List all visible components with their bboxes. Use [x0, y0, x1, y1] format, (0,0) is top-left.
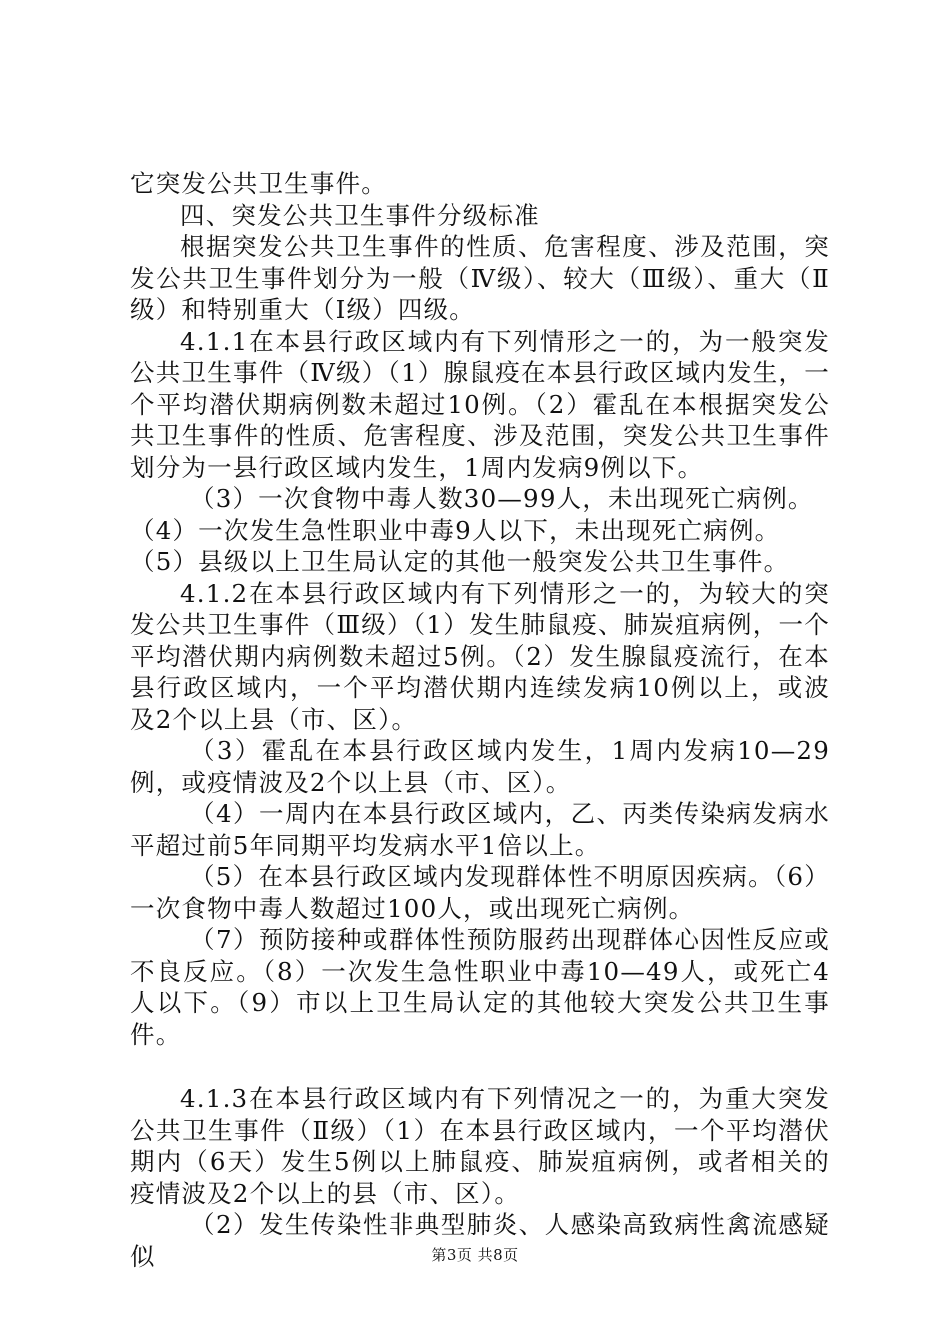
paragraph-level-4: 4.1.1在本县行政区域内有下列情形之一的，为一般突发公共卫生事件（Ⅳ级）（1）腺鼠疫在本县行政区域内发生，一个平均潜伏期病例数未超过10例。（2）霍乱在本根据突发公共卫生事件的性质、危害程度、涉及范围，突发公共卫生事件划分为一县行政区域内发生，1周内发病9例以下。: [130, 326, 830, 482]
paragraph-level-2: 4.1.3在本县行政区域内有下列情况之一的，为重大突发公共卫生事件（Ⅱ级）（1）在本县行政区域内，一个平均潜伏期内（6天）发生5例以上肺鼠疫、肺炭疽病例，或者相关的疫情波及2个以上的县（市、区）。: [130, 1084, 830, 1208]
paragraph-classification: 根据突发公共卫生事件的性质、危害程度、涉及范围，突发公共卫生事件划分为一般（Ⅳ级）、较大（Ⅲ级）、重大（Ⅱ级）和特别重大（Ⅰ级）四级。: [130, 232, 830, 324]
paragraph-continuation: 它突发公共卫生事件。: [130, 169, 387, 198]
paragraph-level-3: 4.1.2在本县行政区域内有下列情形之一的，为较大的突发公共卫生事件（Ⅲ级）（1）发生肺鼠疫、肺炭疽病例，一个平均潜伏期内病例数未超过5例。（2）发生腺鼠疫流行，在本县行政区域内，一个平均潜伏期内连续发病10例以上，或波及2个以上县（市、区）。: [130, 578, 830, 734]
paragraph-level-4-item-4: （4）一次发生急性职业中毒9人以下，未出现死亡病例。: [130, 515, 781, 545]
paragraph-level-3-item-3: （3）霍乱在本县行政区域内发生，1周内发病10—29例，或疫情波及2个以上县（市、区）。: [130, 736, 830, 797]
paragraph-level-2-item-2: （2）发生传染性非典型肺炎、人感染高致病性禽流感疑似: [130, 1210, 830, 1271]
paragraph-level-3-item-7-9: （7）预防接种或群体性预防服药出现群体心因性反应或不良反应。（8）一次发生急性职业中毒10—49人，或死亡4人以下。（9）市以上卫生局认定的其他较大突发公共卫生事件。: [130, 925, 830, 1049]
paragraph-level-4-item-3: （3）一次食物中毒人数30—99人，未出现死亡病例。: [190, 484, 814, 513]
page-number-footer: 第3页 共8页: [431, 1246, 519, 1264]
section-heading: 四、突发公共卫生事件分级标准: [180, 200, 540, 230]
paragraph-level-4-item-5: （5）县级以上卫生局认定的其他一般突发公共卫生事件。: [130, 547, 790, 576]
paragraph-level-3-item-4: （4）一周内在本县行政区域内，乙、丙类传染病发病水平超过前5年同期平均发病水平1倍以上。: [130, 799, 830, 860]
paragraph-level-3-item-5-6: （5）在本县行政区域内发现群体性不明原因疾病。（6）一次食物中毒人数超过100人，或出现死亡病例。: [130, 862, 830, 923]
paragraph-gap: [130, 1050, 830, 1083]
document-body: [130, 168, 830, 1272]
